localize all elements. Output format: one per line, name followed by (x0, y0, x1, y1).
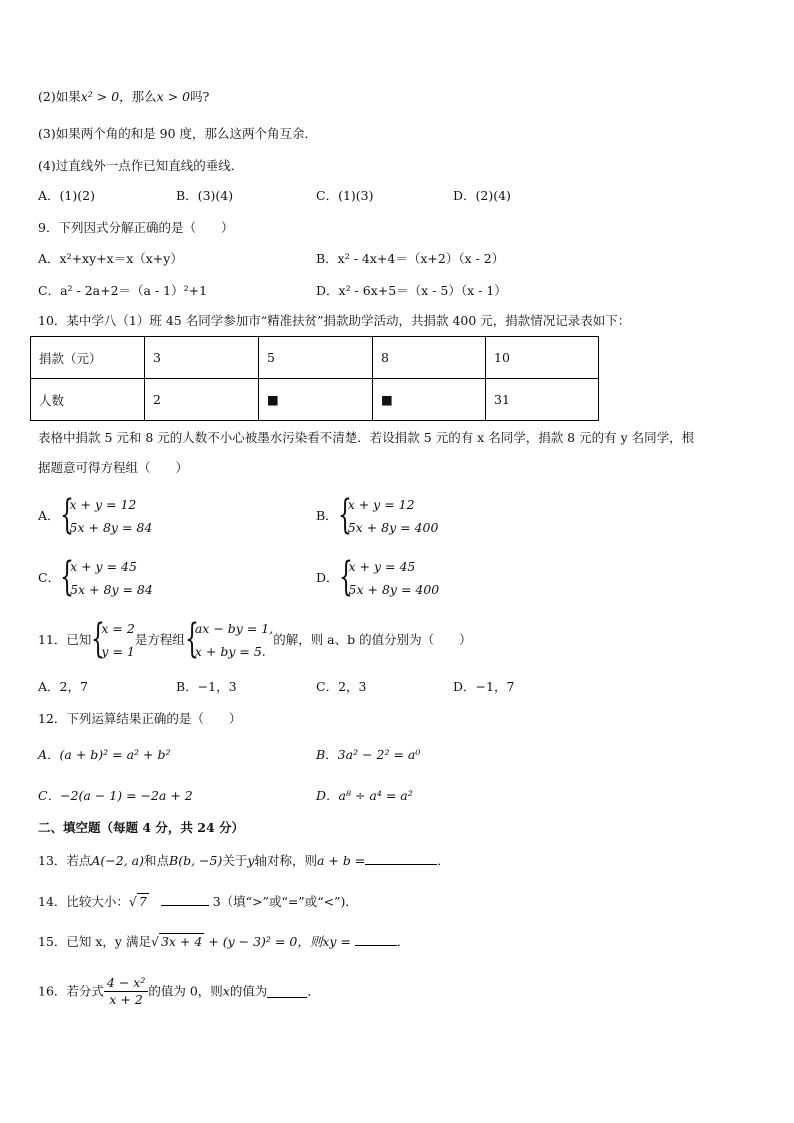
q16-post: 的值为 (229, 983, 268, 999)
equation-system (339, 555, 440, 601)
q10-option-c (38, 555, 153, 601)
option-label: B． (316, 508, 338, 523)
option-label: C． (38, 570, 61, 585)
statement-2-result: x > 0 (156, 89, 191, 104)
table-cell: 10 (486, 337, 599, 379)
q15-end: ． (396, 934, 410, 949)
q15-pre: 15．已知 x，y 满足 (38, 934, 151, 949)
q9-option-b: B．x² - 4x+4＝（x+2）（x - 2） (316, 251, 505, 266)
q14 (38, 893, 358, 910)
q10-stem: 10．某中学八（1）班 45 名同学参加市“精准扶贫”捐款助学活动，共捐款 400 元，捐款情况记录表如下： (38, 313, 631, 328)
q12-stem: 12．下列运算结果正确的是（ ） (38, 711, 242, 726)
q16-pre: 16．若分式 (38, 983, 104, 999)
q14-post: 3（填“>”或“=”或“<”)． (212, 894, 358, 909)
statement-2 (38, 89, 209, 105)
equation-system (60, 555, 153, 601)
equation: x + by = 5. (194, 644, 266, 659)
q11-option-d: D．−1，7 (453, 679, 515, 694)
equation: 5x + 8y = 84 (70, 582, 153, 597)
table-cell: 人数 (31, 379, 145, 421)
q10-desc-line1: 表格中捐款 5 元和 8 元的人数不小心被墨水污染看不清楚．若设捐款 5 元的有 x 名同学，捐款 8 元的有 y 名同学，根 (38, 430, 695, 445)
numerator: 4 − x² (104, 975, 148, 992)
q9-option-c: C．a² - 2a+2＝（a - 1）²+1 (38, 283, 208, 298)
statement-3: (3)如果两个角的和是 90 度，那么这两个角互余． (38, 126, 318, 141)
table-cell: 5 (259, 337, 373, 379)
equation: 5x + 8y = 400 (348, 582, 440, 597)
equation: ax − by = 1, (194, 621, 274, 636)
brace-icon: { (184, 616, 199, 662)
table-cell: 31 (486, 379, 599, 421)
q13-end: ． (437, 853, 450, 868)
point-a: A(−2, a) (91, 853, 145, 868)
q15 (38, 933, 409, 950)
q11-mid: 是方程组 (134, 632, 185, 647)
q8-option-a: A．(1)(2) (38, 188, 95, 203)
q13-pre: 13．若点 (38, 853, 92, 868)
q11-option-b: B．−1，3 (176, 679, 237, 694)
section-heading: 二、填空题（每题 4 分，共 24 分） (38, 820, 245, 835)
q13 (38, 852, 450, 869)
option-label: A． (38, 508, 60, 523)
statement-2-condition: x² > 0 (80, 89, 120, 104)
axis-var: y (247, 853, 255, 868)
q11-stem (38, 617, 472, 663)
table-cell: 8 (373, 337, 486, 379)
q10-option-b (316, 493, 438, 539)
equation: y = 1 (101, 644, 135, 659)
statement-2-mid: ，那么 (119, 89, 157, 104)
q12-option-a: A．(a + b)² = a² + b² (38, 747, 171, 762)
fraction (104, 975, 148, 1008)
point-b: B(b, −5) (169, 853, 223, 868)
q16-mid: 的值为 0，则 (148, 983, 223, 999)
table-cell: ■ (259, 379, 373, 421)
equation: x + y = 12 (69, 497, 137, 512)
option-label: D． (316, 570, 339, 585)
table-cell: 3 (145, 337, 259, 379)
q9-option-a: A．x²+xy+x＝x（x+y） (38, 251, 183, 266)
equation: x + y = 45 (70, 559, 137, 574)
sqrt-icon: √ (128, 894, 137, 909)
equation: x + y = 45 (348, 559, 416, 574)
table-cell: ■ (373, 379, 486, 421)
brace-icon: { (338, 554, 353, 600)
radicand: 3x + 4 (160, 934, 203, 949)
q8-option-d: D．(2)(4) (453, 188, 511, 203)
table-cell: 捐款（元） (31, 337, 145, 379)
brace-icon: { (91, 616, 106, 662)
q8-option-b: B．(3)(4) (176, 188, 234, 203)
q16-var: x (222, 983, 230, 999)
statement-2-prefix: (2)如果 (38, 89, 81, 104)
equation-system (185, 617, 273, 663)
statement-4: (4)过直线外一点作已知直线的垂线． (38, 158, 244, 173)
answer-blank[interactable] (161, 893, 209, 906)
q10-option-d (316, 555, 439, 601)
equation: 5x + 8y = 84 (69, 520, 153, 535)
q16-end: ． (307, 983, 320, 999)
brace-icon: { (60, 554, 75, 600)
answer-blank[interactable] (355, 933, 397, 946)
q12-option-d: D．a⁸ ÷ a⁴ = a² (316, 788, 413, 803)
brace-icon: { (337, 492, 352, 538)
q11-option-c: C．2，3 (316, 679, 367, 694)
table-row (31, 337, 599, 379)
solution-system (91, 617, 134, 663)
equation-system (60, 493, 153, 539)
denominator: x + 2 (109, 992, 143, 1007)
q15-xy: xy = (322, 934, 351, 949)
answer-blank[interactable] (365, 852, 437, 865)
q9-stem: 9．下列因式分解正确的是（ ） (38, 220, 234, 235)
q15-expr: + (y − 3)² = 0，则 (204, 934, 323, 949)
q12-option-c: C．−2(a − 1) = −2a + 2 (38, 788, 193, 803)
equation: x = 2 (101, 621, 135, 636)
radicand: 7 (138, 894, 147, 909)
q13-mid2: 轴对称，则 (254, 853, 317, 868)
brace-icon: { (59, 492, 74, 538)
answer-blank[interactable] (267, 985, 307, 998)
q13-and: 和点 (144, 853, 170, 868)
q14-pre: 14．比较大小： (38, 894, 129, 909)
q8-option-c: C．(1)(3) (316, 188, 374, 203)
q16 (38, 975, 320, 1008)
statement-2-suffix: 吗? (190, 89, 210, 104)
equation: 5x + 8y = 400 (347, 520, 439, 535)
equation-system (338, 493, 439, 539)
q11-post: 的解，则 a、b 的值分别为（ ） (273, 632, 472, 647)
q10-option-a (38, 493, 152, 539)
q11-pre: 11．已知 (38, 632, 92, 647)
q12-option-b: B．3a² − 2² = a⁰ (316, 747, 421, 762)
q9-option-d: D．x² - 6x+5＝（x - 5）（x - 1） (316, 283, 507, 298)
table-cell: 2 (145, 379, 259, 421)
q13-expr: a + b = (316, 853, 366, 868)
equation: x + y = 12 (347, 497, 415, 512)
q11-option-a: A．2，7 (38, 679, 88, 694)
sqrt-icon: √ (150, 934, 159, 949)
q13-mid: 关于 (222, 853, 248, 868)
q10-desc-line2: 据题意可得方程组（ ） (38, 460, 189, 475)
table-row (31, 379, 599, 421)
donation-table (30, 336, 599, 421)
